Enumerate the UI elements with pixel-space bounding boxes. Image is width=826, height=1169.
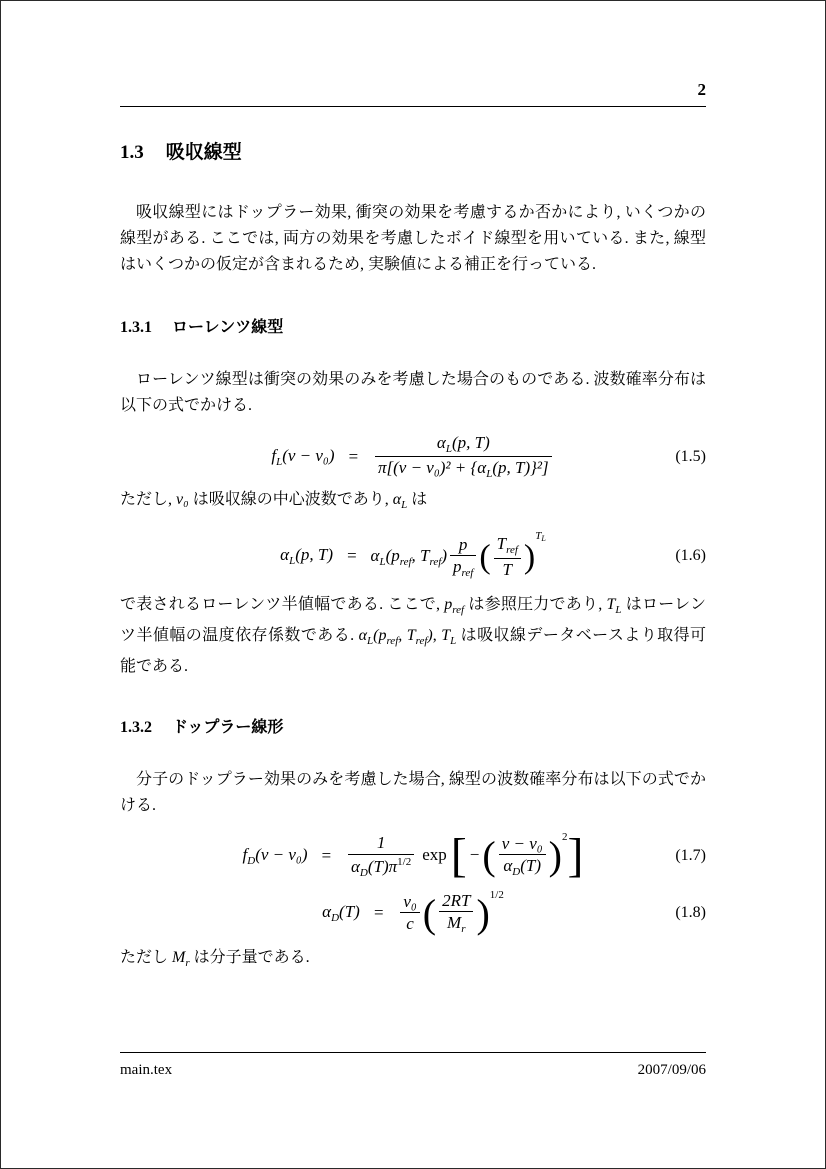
math-nu0: ν₀ [176, 491, 189, 508]
paragraph-halfwidth: で表されるローレンツ半値幅である. ここで, $p_{ref}$ は参照圧力であり, $T_L$ はローレンツ半値幅の温度依存係数である. $\alpha_L(p_{ref}$, $T_{ref}$), $T_L$ は吸収線データベースより取得可能である. [120, 596, 707, 675]
eq18-rhs [397, 889, 504, 938]
left-bracket: [ [450, 829, 467, 883]
equation-1-7 [120, 825, 706, 887]
right-bracket: ] [567, 829, 584, 883]
paragraph-nu-note: ただし, ν₀ は吸収線の中心波数であり, $\alpha_L$ は [120, 491, 428, 511]
math-alphaL-ref: $\alpha_L(p_{ref}$, $T_{ref}$) [358, 627, 433, 647]
math-symbol: f [271, 446, 277, 465]
section-heading [120, 137, 706, 164]
equation-number-1-7: (1.7) [675, 847, 706, 864]
equation-1-5 [120, 429, 706, 485]
exponent-2: 2 [562, 831, 568, 844]
fraction: $\frac{\text{ν₀}}{c}$ [400, 891, 419, 936]
page-footer [120, 1052, 706, 1079]
subsection-title: ローレンツ線型 [172, 319, 284, 336]
paragraph-doppler: 分子のドップラー効果のみを考慮した場合, 線型の波数確率分布は以下の式でかける. [120, 771, 706, 814]
page-number: 2 [697, 80, 706, 99]
subsection-1-3-2-heading [120, 714, 706, 737]
subsection-number: 1.3.1 [120, 319, 152, 336]
right-paren: ) [548, 833, 562, 879]
eq16-lhs: $\alpha_L(p$, T) [280, 545, 334, 567]
math-argument: (ν − ν₀) [282, 446, 335, 465]
equation-number-1-6: (1.6) [675, 547, 706, 564]
fraction [375, 432, 552, 483]
math-TL: $T_L$ [441, 627, 457, 647]
section-title: 吸収線型 [165, 142, 242, 163]
equation-number-1-5: (1.5) [675, 448, 706, 465]
fraction-denominator: $\pi[(\nu - \nu_0)^2 + \{\alpha_L(p$, T)}²] [375, 456, 552, 482]
equals-sign: = [346, 546, 358, 565]
math-alpha-L: $\alpha_L$ [392, 491, 408, 511]
right-paren: ) [476, 890, 490, 936]
left-paren: ( [422, 890, 437, 936]
page-content [120, 0, 706, 976]
eq15-lhs [271, 446, 334, 468]
subsection-1-3-1-heading [120, 314, 706, 337]
fraction: $\frac{T_{ref}}{T}$ [494, 533, 521, 582]
left-paren: ( [479, 538, 491, 576]
footer-filename: main.tex [120, 1062, 173, 1078]
paragraph-mr-note: ただし $M_r$ は分子量である. [120, 949, 310, 969]
fraction: $\frac{1}{\alpha_D(T)\pi^{1/2}}$ [348, 832, 414, 880]
fraction-numerator: $\alpha_L(p$, T) [436, 432, 490, 455]
exp-operator: exp [422, 845, 447, 865]
math-TL: $T_L$ [606, 596, 622, 616]
subsection-number: 1.3.2 [120, 719, 152, 736]
right-paren: ) [523, 538, 536, 576]
equals-sign: = [372, 903, 385, 922]
eq17-rhs [345, 829, 584, 883]
eq18-lhs: $\alpha_D(T)$ [322, 902, 360, 924]
eq15-rhs [372, 432, 555, 483]
equation-number-1-8: (1.8) [675, 904, 706, 921]
exponent-half: 1/2 [489, 888, 504, 901]
equation-1-6 [120, 526, 706, 586]
eq16-rhs: $\alpha_L(p_{ref}$, $T_{ref}$) $\frac{p}{p_{ref}}$ ( $\frac{T_{ref}}{T}$ )$^{TL}$ [371, 530, 546, 581]
math-pref: $p_{ref}$ [444, 596, 465, 616]
fraction: $\frac{p}{p_{ref}}$ [450, 534, 476, 581]
math-Mr: $M_r$ [172, 949, 190, 969]
eq17-lhs: $f_D(\nu - \nu_0)$ [242, 845, 308, 867]
header-rule [120, 106, 706, 107]
minus-sign: − [469, 845, 480, 865]
exponent-TL: TL [535, 530, 546, 544]
left-paren: ( [482, 833, 496, 879]
subsection-title: ドップラー線形 [172, 719, 284, 736]
section-number: 1.3 [120, 142, 144, 163]
paragraph-lorentz: ローレンツ線型は衝突の効果のみを考慮した場合のものである. 波数確率分布は以下の式でかける. [120, 371, 706, 414]
fraction: $\frac{\text{ν − ν₀}}{\alpha_D(T)}$ [499, 833, 546, 880]
footer-date: 2007/09/06 [637, 1062, 706, 1078]
fraction: $\frac{2RT}{M_r}$ [439, 890, 473, 937]
equation-1-8 [120, 887, 706, 939]
paragraph-intro: 吸収線型にはドップラー効果, 衝突の効果を考慮するか否かにより, いくつかの線型がある. ここでは, 両方の効果を考慮したボイド線型を用いている. また, 線型はいくつかの仮定が含まれるため, 実験値による補正を行っている. [120, 204, 706, 273]
math-subscript: L [276, 456, 283, 468]
equals-sign: = [320, 846, 332, 865]
equals-sign: = [347, 447, 359, 466]
